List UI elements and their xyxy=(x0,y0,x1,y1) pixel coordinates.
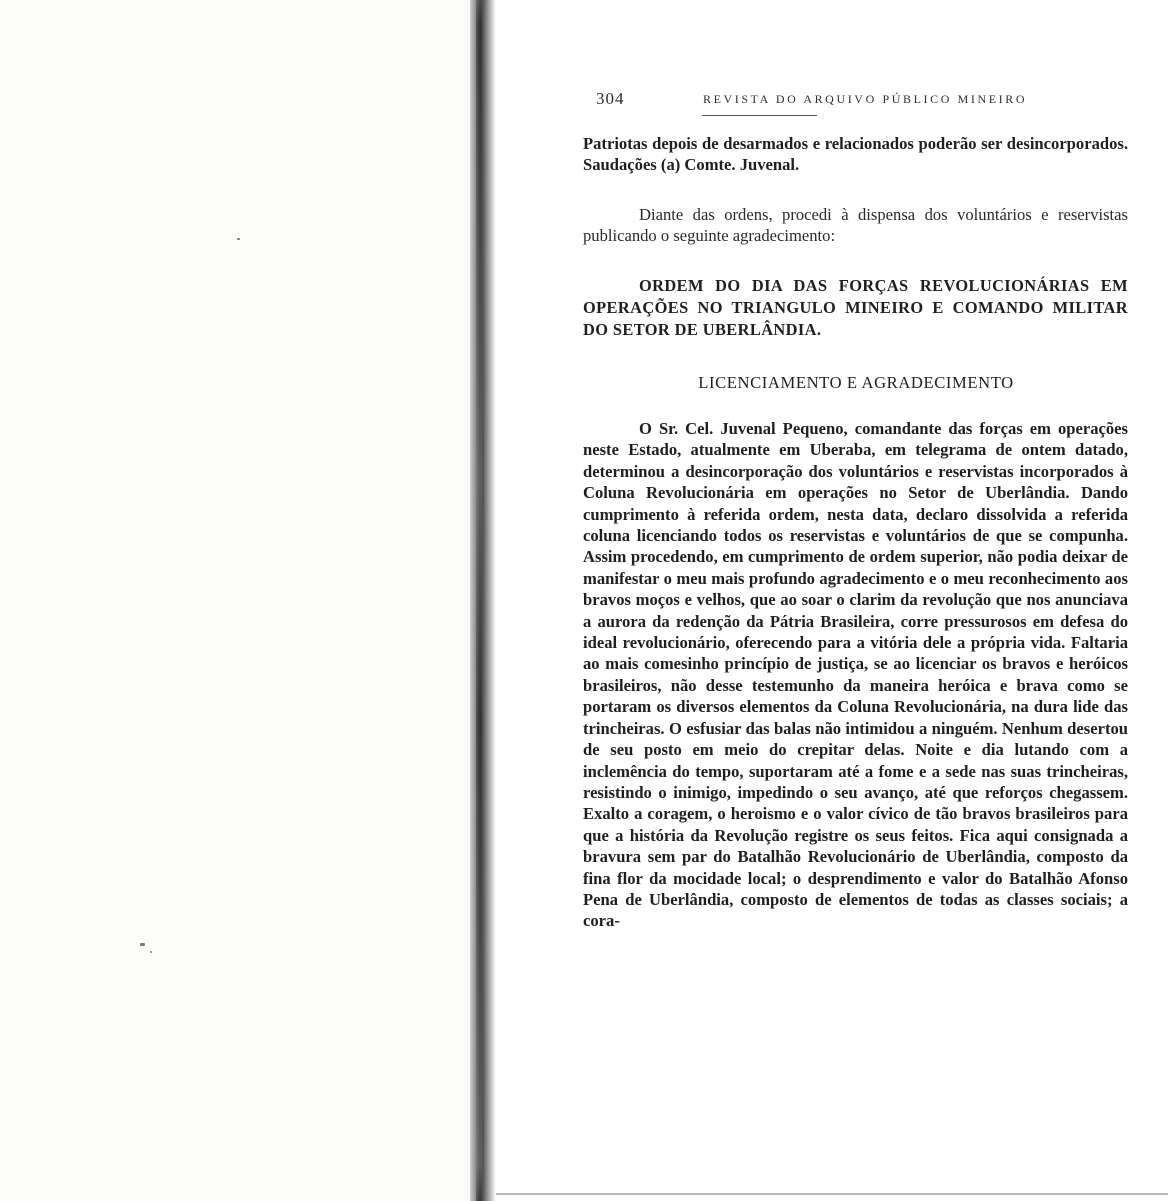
paragraph-text: Diante das ordens, procedi à dispensa dos voluntários e reservistas publicando o seguinte agradecimento: xyxy=(583,205,1128,246)
paper-speck xyxy=(140,943,145,946)
paper-speck xyxy=(150,951,152,953)
paper-speck xyxy=(237,238,240,240)
paragraph-dispensa xyxy=(583,204,1128,247)
paragraph-text: ORDEM DO DIA DAS FORÇAS REVOLUCIONÁRIAS EM OPERAÇÕES NO TRIANGULO MINEIRO E COMANDO MILITAR DO SETOR DE UBERLÂNDIA. xyxy=(583,276,1128,340)
paragraph-telegram-end xyxy=(583,133,1128,176)
blank-left-page xyxy=(0,0,470,1201)
order-of-the-day-heading xyxy=(583,275,1128,342)
paragraph-text: Patriotas depois de desarmados e relacionados poderão ser desincorporados. Saudações (a) Comte. Juvenal. xyxy=(583,134,1128,175)
body-paragraph xyxy=(583,418,1128,932)
page-number: 304 xyxy=(596,89,625,108)
gutter-shadow xyxy=(476,0,482,1201)
running-head: REVISTA DO ARQUIVO PÚBLICO MINEIRO xyxy=(703,92,1028,106)
right-page xyxy=(496,0,1168,1201)
paragraph-text: O Sr. Cel. Juvenal Pequeno, comandante das forças em operações neste Estado, atualmente em Uberaba, em telegrama de ontem datado, determinou a desincorporação dos voluntários e reservistas incorporados à Coluna Revolucionária em operações no Setor de Uberlândia. Dando cumprimento à referida ordem, nesta data, declaro dissolvida a referida coluna licenciando todos os reservistas e voluntários de que se compunha. Assim procedendo, em cumprimento de ordem superior, não podia deixar de manifestar o meu mais profundo agradecimento e o meu reconhecimento aos bravos moços e velhos, que ao soar o clarim da revolução que nos anunciava a aurora da redenção da Pátria Brasileira, corre pressurosos em defesa do ideal revolucionário, oferecendo para a vitória dele a própria vida. Faltaria ao mais comesinho princípio de justiça, se ao licenciar os bravos e heróicos brasileiros, não desse testemunho da maneira heróica e brava como se portaram os diversos elementos da Coluna Revolucionária, na dura lide das trincheiras. O esfusiar das balas não intimidou a ninguém. Nenhum desertou de seu posto em meio do crepitar delas. Noite e dia lutando com a inclemência do tempo, suportaram até a fome e a sede nas suas trincheiras, resistindo o inimigo, impedindo o seu avanço, até que reforços chegassem. Exalto a coragem, o heroismo e o valor cívico de tão bravos brasileiros para que a história da Revolução registre os seus feitos. Fica aqui consignada a bravura sem par do Batalhão Revolucionário de Uberlândia, composto da fina flor da mocidade local; o desprendimento e valor do Batalhão Afonso Pena de Uberlândia, composto de elementos de todas as classes sociais; a cora- xyxy=(583,419,1128,931)
header-rule xyxy=(702,115,817,116)
section-title: LICENCIAMENTO E AGRADECIMENTO xyxy=(698,373,1014,392)
book-gutter xyxy=(470,0,496,1201)
